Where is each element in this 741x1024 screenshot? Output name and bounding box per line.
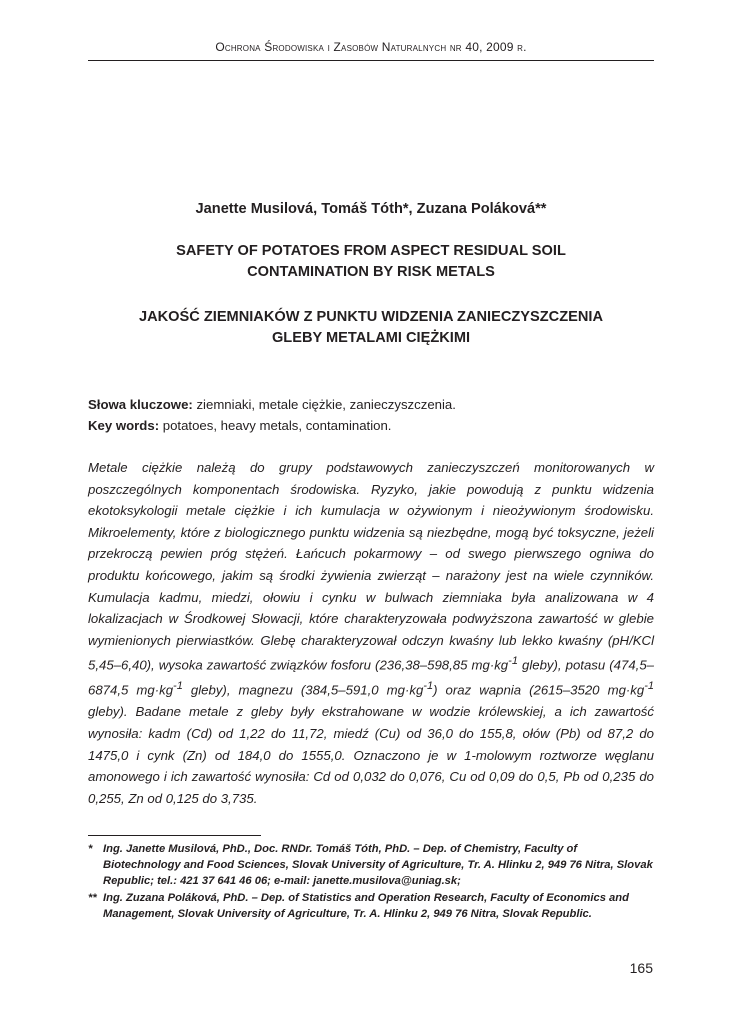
title-polish-line-1: JAKOŚĆ ZIEMNIAKÓW Z PUNKTU WIDZENIA ZANIECZYSZCZENIA [138,309,603,325]
abstract-text-3: gleby), magnezu (384,5–591,0 mg·kg [182,682,424,698]
authors: Janette Musilová, Tomáš Tóth*, Zuzana Poláková** [195,201,547,217]
title-english-line-1: SAFETY OF POTATOES FROM ASPECT RESIDUAL SOIL [176,243,566,259]
page-number: 165 [629,960,653,976]
title-polish-line-2: GLEBY METALAMI CIĘŻKIMI [271,330,471,346]
title-polish [88,307,654,349]
abstract-sup-2: -1 [173,680,183,693]
header-rule [88,60,654,61]
footnote [88,841,654,890]
keywords-polish-label: Słowa kluczowe: [88,397,193,412]
footnote-mark: * [88,843,93,855]
title-english [88,241,654,283]
abstract-text-4: ) oraz wapnia (2615–3520 mg·kg [433,682,645,698]
abstract-text-5: gleby). Badane metale z gleby były ekstrahowane w wodzie królewskiej, a ich zawartość wynosiła: kadm (Cd) od 1,22 do 11,72, miedź (Cu) od 36,0 do 155,8, ołów (Pb) od 87,2 do 1475,0 i cynk (Zn) od 184,0 do 1555,0. Oznaczono je w 1-molowym roztworze węglanu amonowego i ich zawartość wynosiła: Cd od 0,032 do 0,076, Cu od 0,09 do 0,5, Pb od 0,235 do 0,255, Zn od 0,125 do 3,735. [88,704,654,806]
footnotes [88,841,654,922]
abstract-sup-4: -1 [644,680,655,693]
title-english-line-2: CONTAMINATION BY RISK METALS [247,264,495,280]
keywords-english-label: Key words: [88,418,160,433]
footnote-text: Ing. Janette Musilová, PhD., Doc. RNDr. Tomáš Tóth, PhD. – Dep. of Chemistry, Faculty of Biotechnology and Food Sciences, Slovak University of Agriculture, Tr. A. Hlinku 2, 949 76 Nitra, Slovak Republic; tel.: 421 37 641 46 06; e-mail: janette.musilova@uniag.sk; [103,843,653,888]
keywords-polish-text: ziemniaki, metale ciężkie, zanieczyszczenia. [192,397,456,412]
keywords-english-text: potatoes, heavy metals, contamination. [159,418,392,433]
footnote-mark: ** [88,891,97,904]
footnote-text: Ing. Zuzana Poláková, PhD. – Dep. of Statistics and Operation Research, Faculty of Economics and Management, Slovak University of Agriculture, Tr. A. Hlinku 2, 949 76 Nitra, Slovak Republic. [103,891,629,920]
footnote-rule [88,835,261,836]
keywords-english [88,416,654,436]
abstract-text-2: gleby), potasu (474,5–6874,5 mg·kg [88,657,654,698]
running-header: Ochrona Środowiska i Zasobów Naturalnych nr 40, 2009 r. [215,40,527,54]
footnote [88,890,654,922]
keywords-polish [88,395,654,415]
abstract-sup-3: -1 [423,680,434,693]
abstract [88,457,654,809]
abstract-sup-1: -1 [508,655,518,668]
abstract-text-1: Metale ciężkie należą do grupy podstawowych zanieczyszczeń monitorowanych w poszczególnych komponentach środowiska. Ryzyko, jakie powodują z punktu widzenia ekotoksykologii metale ciężkie i ich kumulacja w ożywionym i nieożywionym środowisku. Mikroelementy, które z biologicznego punktu widzenia są niezbędne, mogą być toksyczne, jeżeli przekroczą pewien próg stężeń. Łańcuch pokarmowy – od swego pierwszego ogniwa do produktu końcowego, jakim są środki żywienia zwierząt – narażony jest na wiele czynników. Kumulacja kadmu, miedzi, ołowiu i cynku w bulwach ziemniaka była analizowana w 4 lokalizacjach w Środkowej Słowacji, które charakteryzowała podwyższona zawartość w glebie wymienionych pierwiastków. Glebę charakteryzował odczyn kwaśny lub lekko kwaśny (pH/KCl 5,45–6,40), wysoka zawartość związków fosforu (236,38–598,85 mg·kg [88,460,654,673]
